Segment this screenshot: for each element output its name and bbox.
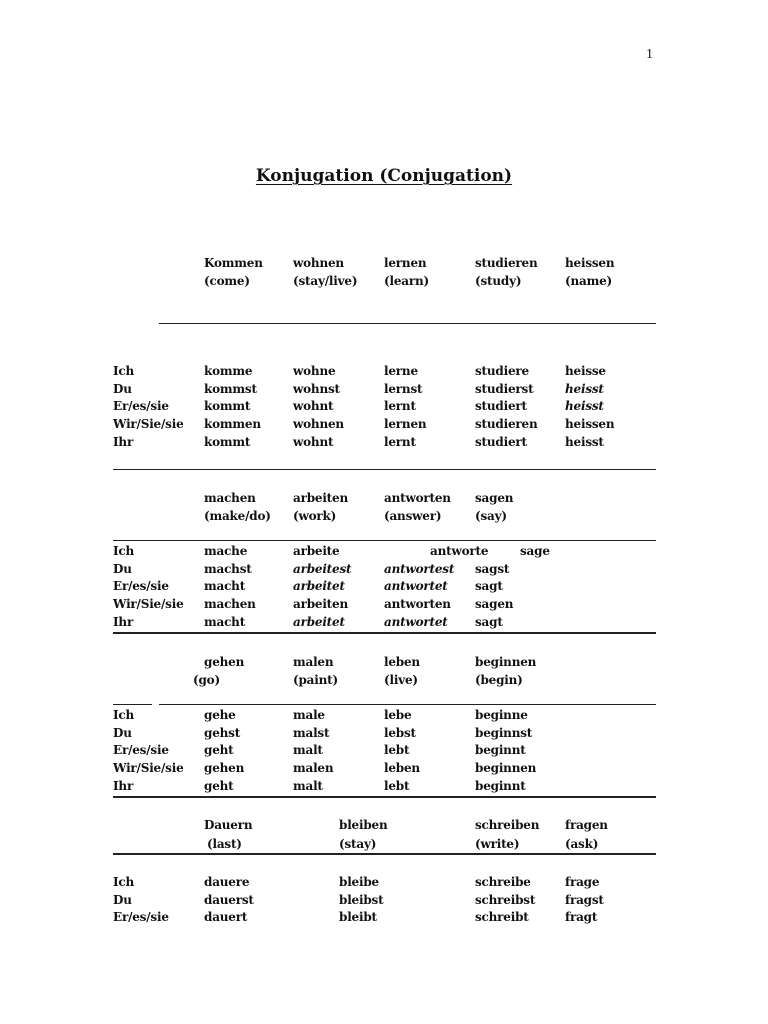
verb-form: beginnst (475, 725, 533, 740)
verb-form: schreibst (475, 892, 536, 907)
pronoun-label: Er/es/sie (113, 910, 169, 925)
verb-gloss: (work) (293, 509, 337, 523)
verb-form: gehe (204, 708, 236, 722)
verb-form: wohnst (293, 381, 340, 396)
verb-form: schreibe (475, 875, 531, 889)
verb-form: antworten (384, 597, 451, 612)
verb-form: studiert (475, 434, 527, 449)
verb-form: malt (293, 778, 323, 793)
page-title: Konjugation (Conjugation) (255, 166, 513, 186)
pronoun-label: Ich (113, 875, 135, 889)
verb-gloss: (name) (565, 274, 612, 288)
pronoun-label: Du (113, 892, 132, 907)
section-divider (113, 632, 656, 634)
verb-infinitive: sagen (475, 491, 514, 505)
verb-form: schreibt (475, 910, 529, 925)
verb-form: antworte (430, 544, 489, 558)
verb-gloss: (ask) (565, 837, 599, 851)
verb-gloss: (come) (204, 274, 250, 288)
pronoun-label: Wir/Sie/sie (113, 597, 184, 612)
verb-form: lernst (384, 381, 423, 396)
verb-form: dauere (204, 875, 250, 889)
pronoun-label: Wir/Sie/sie (113, 761, 184, 776)
verb-infinitive: antworten (384, 491, 451, 505)
verb-form: arbeiten (293, 597, 348, 612)
section-divider (113, 853, 656, 855)
verb-form: arbeitet (293, 614, 345, 629)
verb-form: lebst (384, 725, 416, 740)
verb-form: fragt (565, 910, 598, 925)
verb-form: kommt (204, 434, 251, 449)
verb-form: studiert (475, 399, 527, 414)
verb-gloss: (answer) (384, 509, 442, 523)
pronoun-label: Du (113, 561, 132, 576)
verb-infinitive: fragen (565, 818, 608, 832)
verb-form: kommen (204, 417, 261, 432)
verb-form: sagst (475, 561, 510, 576)
verb-form: mache (204, 544, 248, 558)
verb-form: leben (384, 761, 420, 776)
verb-gloss: (say) (475, 509, 507, 523)
verb-gloss: (study) (475, 274, 522, 288)
pronoun-label: Ihr (113, 614, 134, 629)
verb-form: lebt (384, 743, 410, 758)
section-divider (159, 704, 656, 705)
pronoun-label: Du (113, 381, 132, 396)
verb-gloss: (learn) (384, 274, 429, 288)
section-divider (159, 323, 656, 324)
verb-form: kommst (204, 381, 257, 396)
verb-gloss: (begin) (475, 673, 523, 687)
verb-form: macht (204, 614, 246, 629)
verb-infinitive: machen (204, 491, 256, 505)
verb-form: arbeitest (293, 561, 352, 576)
verb-infinitive: arbeiten (293, 491, 348, 505)
pronoun-label: Ich (113, 364, 135, 378)
verb-infinitive: schreiben (475, 818, 540, 832)
verb-form: geht (204, 743, 234, 758)
verb-form: arbeite (293, 544, 340, 558)
verb-form: malst (293, 725, 330, 740)
pronoun-label: Ich (113, 708, 135, 722)
pronoun-label: Er/es/sie (113, 579, 169, 594)
verb-form: dauerst (204, 892, 254, 907)
verb-form: wohnt (293, 434, 334, 449)
verb-form: lebt (384, 778, 410, 793)
verb-form: frage (565, 875, 600, 889)
verb-gloss: (stay/live) (293, 274, 358, 288)
verb-gloss: (last) (207, 837, 242, 851)
verb-form: beginnt (475, 743, 526, 758)
verb-infinitive: lernen (384, 256, 427, 270)
section-divider (113, 796, 656, 798)
verb-form: studierst (475, 381, 534, 396)
verb-form: macht (204, 579, 246, 594)
verb-form: kommt (204, 399, 251, 414)
verb-infinitive: gehen (204, 655, 245, 669)
verb-form: sage (520, 544, 550, 558)
section-divider (113, 469, 656, 470)
pronoun-label: Wir/Sie/sie (113, 417, 184, 432)
pronoun-label: Ihr (113, 434, 134, 449)
verb-form: bleibst (339, 892, 384, 907)
verb-form: malt (293, 743, 323, 758)
verb-form: heissen (565, 417, 615, 432)
verb-form: dauert (204, 910, 248, 925)
verb-infinitive: heissen (565, 256, 615, 270)
verb-form: beginne (475, 708, 528, 722)
pronoun-label: Er/es/sie (113, 743, 169, 758)
verb-form: machst (204, 561, 252, 576)
section-divider (113, 704, 152, 705)
verb-form: wohne (293, 364, 336, 378)
verb-form: antwortet (384, 579, 448, 594)
verb-form: machen (204, 597, 256, 612)
verb-form: studieren (475, 417, 538, 432)
verb-form: sagen (475, 597, 514, 612)
verb-infinitive: studieren (475, 256, 538, 270)
section-divider (113, 540, 656, 541)
verb-form: bleibe (339, 875, 379, 889)
verb-form: fragst (565, 892, 604, 907)
verb-form: beginnen (475, 761, 537, 776)
verb-form: gehen (204, 761, 245, 776)
verb-form: antwortest (384, 561, 455, 576)
pronoun-label: Er/es/sie (113, 399, 169, 414)
verb-form: geht (204, 778, 234, 793)
verb-form: lerne (384, 364, 418, 378)
verb-infinitive: bleiben (339, 818, 388, 832)
verb-infinitive: wohnen (293, 256, 344, 270)
verb-form: sagt (475, 579, 503, 594)
verb-form: male (293, 708, 325, 722)
verb-form: sagt (475, 614, 503, 629)
verb-form: wohnen (293, 417, 344, 432)
verb-infinitive: Dauern (204, 818, 253, 832)
verb-form: lernt (384, 399, 416, 414)
verb-form: komme (204, 364, 253, 378)
verb-form: beginnt (475, 778, 526, 793)
pronoun-label: Du (113, 725, 132, 740)
verb-form: lernt (384, 434, 416, 449)
pronoun-label: Ihr (113, 778, 134, 793)
pronoun-label: Ich (113, 544, 135, 558)
verb-form: bleibt (339, 910, 377, 925)
verb-form: wohnt (293, 399, 334, 414)
verb-gloss: (go) (193, 673, 220, 687)
verb-gloss: (live) (384, 673, 418, 687)
verb-form: heisst (565, 381, 604, 396)
verb-form: studiere (475, 364, 529, 378)
verb-gloss: (stay) (339, 837, 377, 851)
verb-infinitive: leben (384, 655, 420, 669)
verb-infinitive: Kommen (204, 256, 263, 270)
verb-form: heisst (565, 434, 604, 449)
page-number: 1 (646, 47, 653, 62)
verb-gloss: (make/do) (204, 509, 271, 523)
verb-form: malen (293, 761, 334, 776)
verb-form: gehst (204, 725, 241, 740)
verb-form: heisse (565, 364, 606, 378)
verb-form: heisst (565, 399, 604, 414)
verb-form: lebe (384, 708, 412, 722)
verb-infinitive: malen (293, 655, 334, 669)
verb-gloss: (paint) (293, 673, 338, 687)
verb-infinitive: beginnen (475, 655, 537, 669)
verb-form: lernen (384, 417, 427, 432)
verb-gloss: (write) (475, 837, 520, 851)
verb-form: arbeitet (293, 579, 345, 594)
verb-form: antwortet (384, 614, 448, 629)
